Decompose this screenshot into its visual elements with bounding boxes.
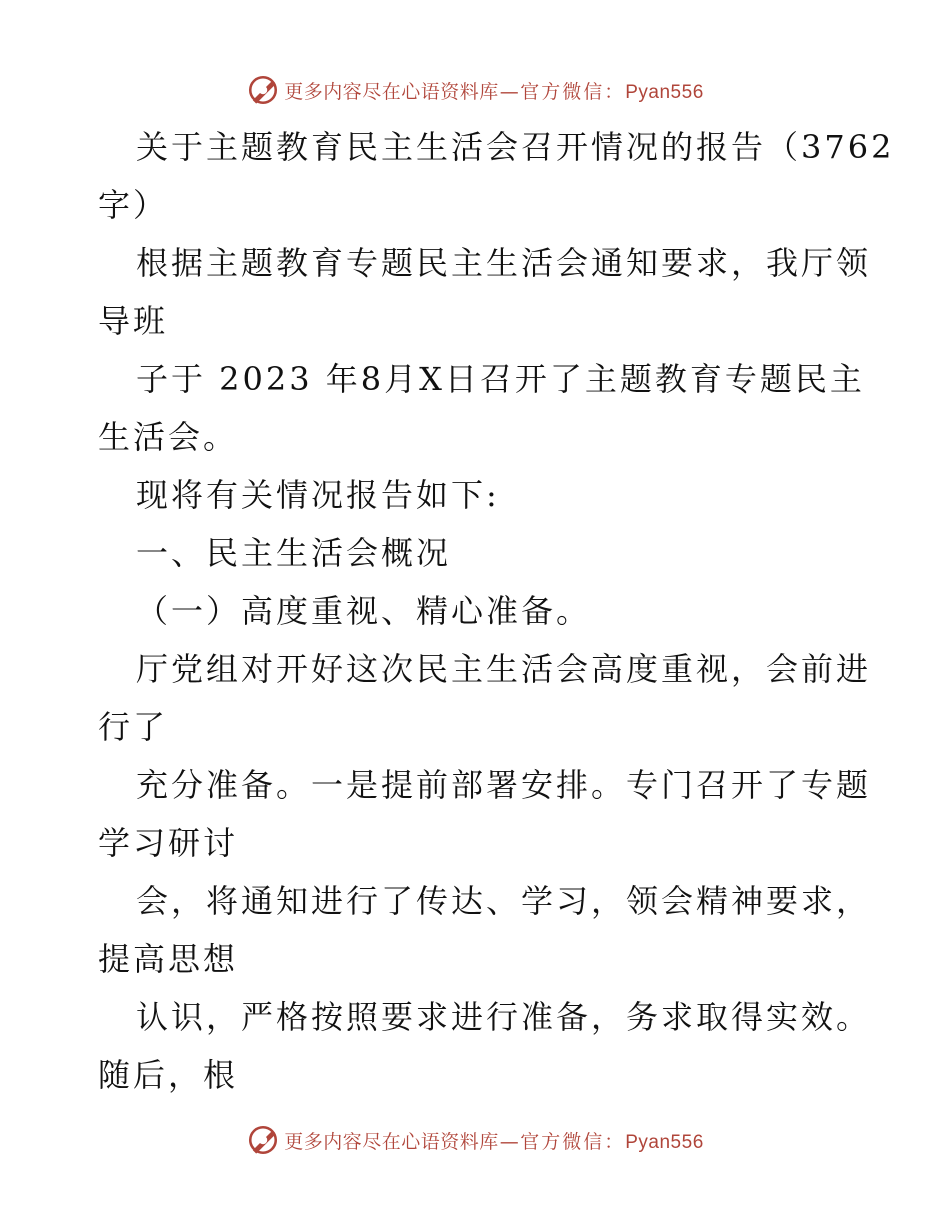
header-watermark-banner <box>0 70 950 110</box>
banner-text <box>284 77 704 104</box>
paragraph-line: 学习研讨 <box>98 824 239 862</box>
pen-logo-icon <box>246 1123 280 1157</box>
paragraph-line: 充分准备。一是提前部署安排。专门召开了专题 <box>136 766 872 804</box>
banner-separator: — <box>499 1130 520 1153</box>
paragraph-line: 子于 2023 年8月X日召开了主题教育专题民主 <box>136 360 865 398</box>
banner-brand: 更多内容尽在心语资料库 <box>284 1130 499 1153</box>
section-heading: 一、民主生活会概况 <box>136 534 452 572</box>
paragraph-line: 现将有关情况报告如下: <box>136 476 500 514</box>
paragraph-line: 根据主题教育专题民主生活会通知要求，我厅领 <box>136 244 872 282</box>
paragraph-line: 随后，根 <box>98 1056 239 1094</box>
banner-wechat-label: 官方微信： <box>520 80 626 103</box>
banner-account: Pyan556 <box>625 81 704 103</box>
paragraph-line: 会，将通知进行了传达、学习，领会精神要求， <box>136 882 872 920</box>
subsection-heading: （一）高度重视、精心准备。 <box>136 592 592 630</box>
footer-watermark-banner <box>0 1120 950 1160</box>
banner-brand: 更多内容尽在心语资料库 <box>284 80 499 103</box>
banner-wechat-label: 官方微信： <box>520 1130 626 1153</box>
banner-text <box>284 1127 704 1154</box>
paragraph-line: 认识，严格按照要求进行准备，务求取得实效。 <box>136 998 872 1036</box>
paragraph-line: 厅党组对开好这次民主生活会高度重视，会前进 <box>136 650 872 688</box>
paragraph-line: 生活会。 <box>98 418 239 456</box>
paragraph-line: 提高思想 <box>98 940 239 978</box>
paragraph-line: 行了 <box>98 708 169 746</box>
document-body <box>98 118 895 1104</box>
document-title-line-cont: 字） <box>98 186 169 224</box>
banner-separator: — <box>499 80 520 103</box>
pen-logo-icon <box>246 73 280 107</box>
paragraph-line: 导班 <box>98 302 169 340</box>
banner-account: Pyan556 <box>625 1131 704 1153</box>
document-title-line: 关于主题教育民主生活会召开情况的报告（3762 <box>136 128 895 166</box>
